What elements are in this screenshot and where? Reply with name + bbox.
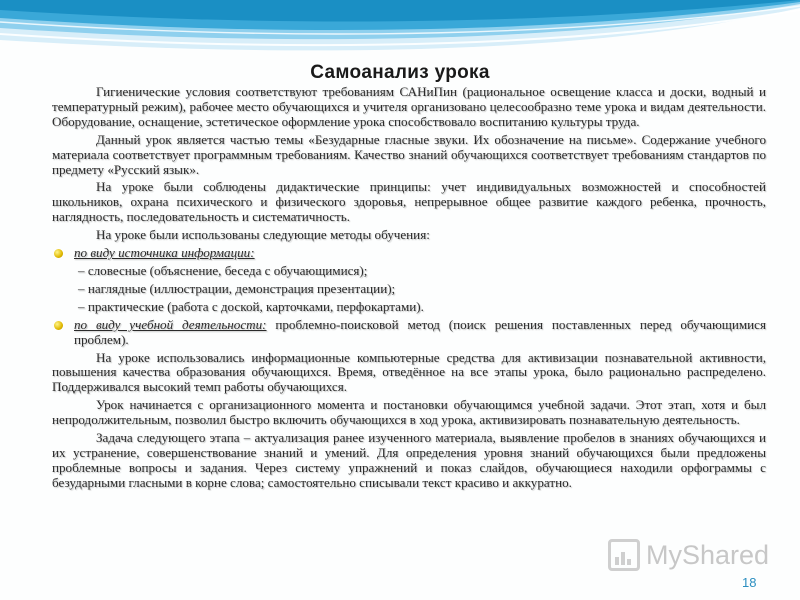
bullet-dot-icon	[54, 249, 63, 258]
paragraph-principles: На уроке были соблюдены дидактические принципы: учет индивидуальных возможностей и способностей школьников, охрана психического и физического здоровья, непрерывное общее развитие каждого ребенка, прочность, наглядность, последовательность и систематичность.	[52, 179, 766, 225]
paragraph-hygiene: Гигиенические условия соответствуют требованиям САНиПин (рациональное освещение класса и доски, водный и температурный режим), рабочее место обучающихся и учителя организовано целесообразно теме урока и видам деятельности. Оборудование, оснащение, эстетическое оформление урока способствовало воспитанию культуры труда.	[52, 84, 766, 129]
bullet-activity-text: проблемно-поисковой метод (поиск решения поставленных перед обучающимися проблем).	[74, 316, 766, 347]
bullet-source-label: по виду источника информации:	[74, 245, 255, 261]
method-practical: – практические (работа с доской, карточками, перфокартами).	[78, 298, 424, 314]
myshared-watermark	[608, 538, 769, 572]
paragraph-ict: На уроке использовались информационные компьютерные средства для активизации познавательной активности, повышения качества образования обучающихся. Время, отведённое на все этапы урока, было рационально распределено. Поддерживался высокий темп работы обучающихся.	[52, 349, 766, 395]
method-verbal: – словесные (объяснение, беседа с обучающимися);	[78, 262, 368, 278]
paragraph-org-moment: Урок начинается с организационного момента и постановки обучающимся учебной задачи. Этот этап, хотя и был непродолжительным, позволил быстро включить обучающихся в ход урока, активизировать познавательную деятельность.	[52, 397, 766, 428]
watermark-text: MyShared	[646, 539, 770, 570]
bullet-learning-activity	[52, 318, 766, 348]
paragraph-topic: Данный урок является частью темы «Безударные гласные звуки. Их обозначение на письме». Содержание учебного материала соответствует программным требованиям. Качество знаний обучающихся соответствует требованиям стандартов по предмету «Русский язык».	[52, 131, 766, 177]
method-visual: – наглядные (иллюстрации, демонстрация презентации);	[78, 280, 396, 296]
wave-decoration	[0, 0, 800, 70]
presentation-icon	[608, 539, 640, 571]
bullet-source-of-info	[52, 246, 766, 261]
paragraph-methods-intro: На уроке были использованы следующие методы обучения:	[96, 227, 430, 243]
bullet-activity-label: по виду учебной деятельности:	[74, 316, 267, 332]
slide-body	[52, 85, 766, 494]
paragraph-next-stage: Задача следующего этапа – актуализация ранее изученного материала, выявление пробелов в знаниях обучающихся и их устранение, совершенствование знаний и умений. Для определения уровня знаний обучающихся были предложены проблемные вопросы и задания. Через систему упражнений и показ слайдов, обучающиеся находили орфограммы с безударными гласными в корне слова; самостоятельно списывали текст красиво и аккуратно.	[52, 430, 766, 490]
bullet-dot-icon	[54, 321, 63, 330]
slide-title: Самоанализ урока	[310, 62, 490, 83]
page-number: 18	[742, 575, 757, 590]
